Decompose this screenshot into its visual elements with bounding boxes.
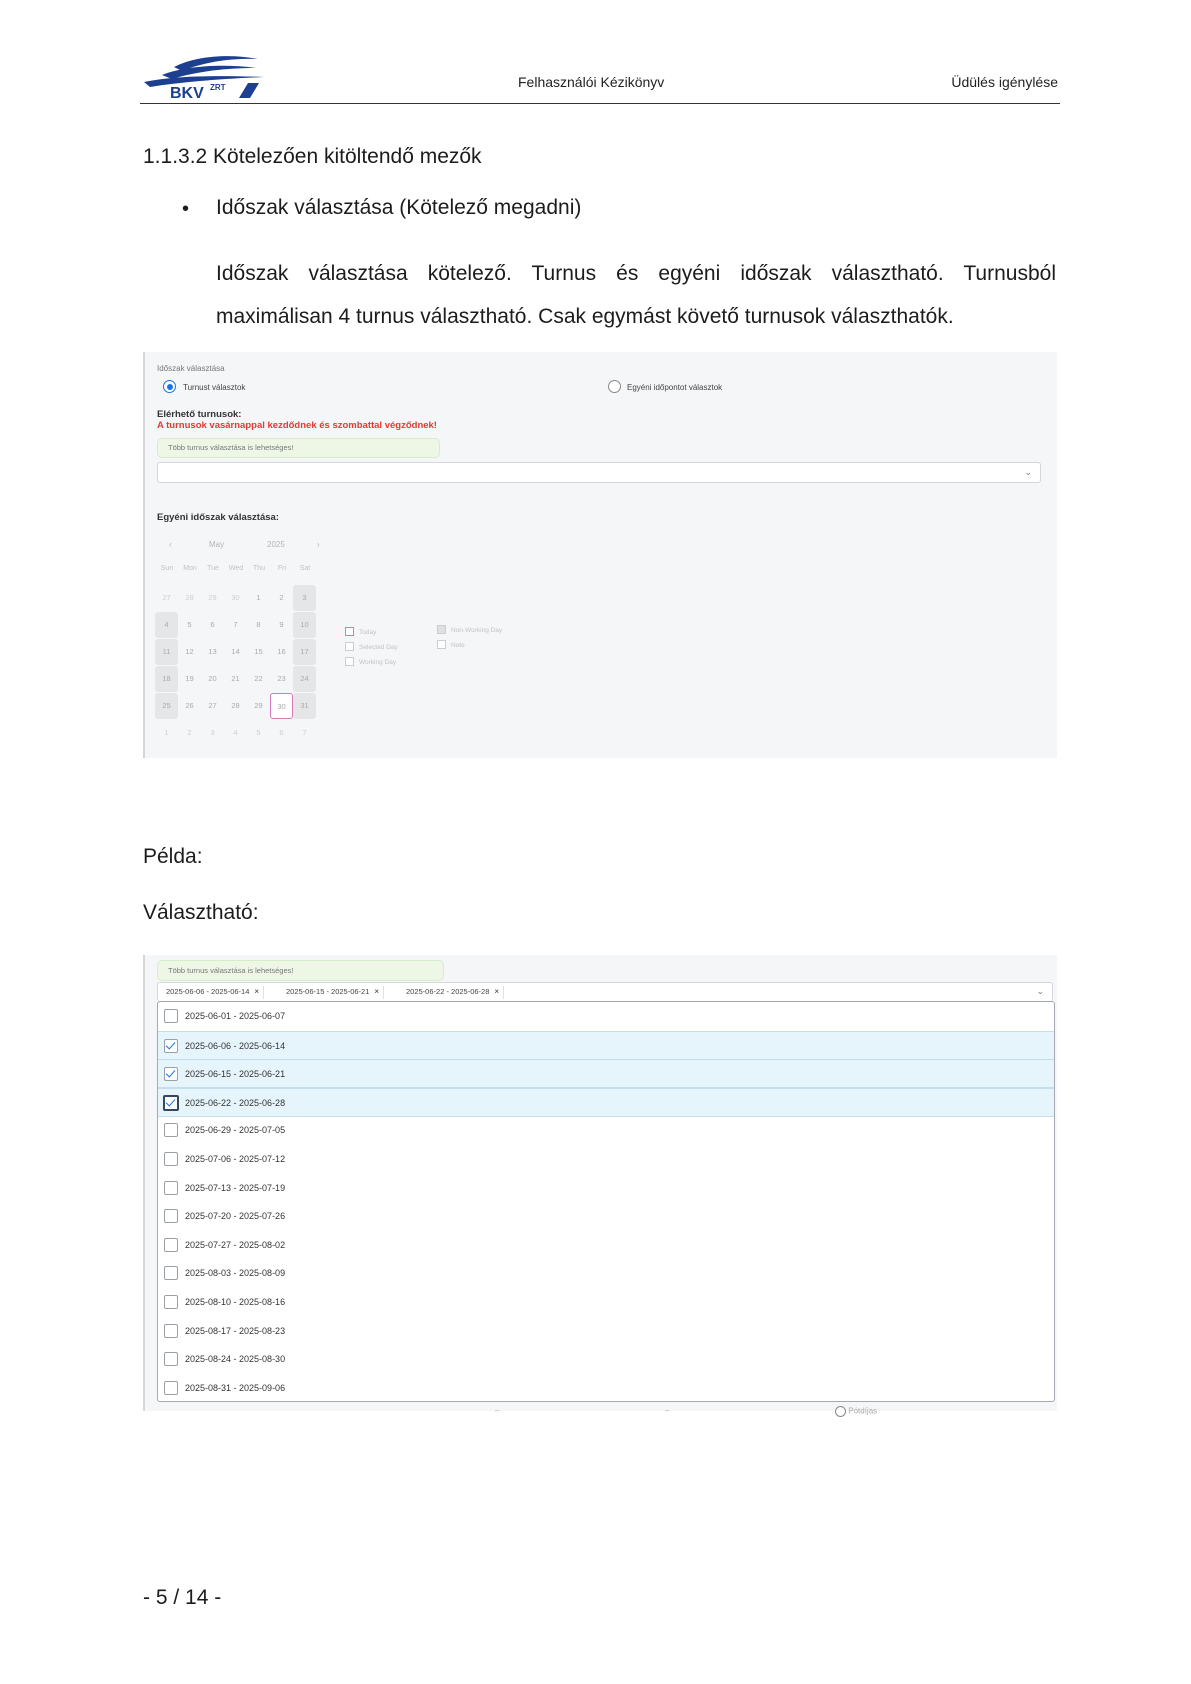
calendar-month[interactable]: May [209,540,225,549]
calendar-day[interactable]: 22 [254,674,263,683]
calendar-day[interactable]: 21 [231,674,240,683]
turnus-radio[interactable] [163,380,176,393]
legend-selected-label: Selected Day [359,644,398,651]
calendar-weekday: Mon [183,565,197,572]
turn-option[interactable] [158,1231,1054,1260]
calendar-day[interactable]: 30 [270,693,293,719]
turn-option-label: 2025-06-15 - 2025-06-21 [185,1069,286,1080]
calendar-day[interactable]: 8 [256,620,261,629]
custom-period-radio-label[interactable]: Egyéni időpontot választok [627,383,723,392]
calendar-day[interactable]: 6 [279,728,284,737]
calendar-day[interactable]: 4 [155,612,178,638]
turns-multiselect[interactable] [157,982,1053,1001]
background-fragment [835,1406,877,1417]
calendar-day[interactable]: 3 [210,728,215,737]
turn-option[interactable] [158,1088,1054,1117]
calendar-day[interactable]: 28 [231,701,240,710]
calendar-day[interactable]: 6 [210,620,215,629]
turn-option[interactable] [158,1174,1054,1203]
header-right-title: Üdülés igénylése [951,74,1058,90]
turn-option[interactable] [158,1317,1054,1346]
legend-working-swatch [345,657,354,666]
turn-options-list [157,1001,1055,1402]
logo-text: BKV [170,85,204,102]
legend-nonworking-label: Non-Working Day [451,627,503,634]
chevron-down-icon[interactable]: ⌄ [1036,986,1044,996]
turns-warning-text: A turnusok vasárnappal kezdődnek és szombattal végződnek! [157,420,437,431]
calendar-weekday: Thu [252,565,266,572]
multi-select-hint: Több turnus választása is lehetséges! [157,438,440,458]
turn-option-label: 2025-06-29 - 2025-07-05 [185,1125,286,1136]
background-fragment: – [495,1406,500,1415]
logo-superscript: ZRT [210,83,226,92]
calendar-weekday: Tue [207,565,219,572]
legend-selected-swatch [345,642,354,651]
page-header [140,50,1060,104]
turn-checkbox[interactable] [164,1295,178,1309]
check-icon [166,1039,176,1049]
turn-option[interactable] [158,1288,1054,1317]
calendar-year[interactable]: 2025 [267,540,285,549]
calendar-day[interactable]: 7 [233,620,238,629]
turn-option[interactable] [158,1002,1054,1031]
calendar-day[interactable]: 4 [233,728,238,737]
calendar-day[interactable]: 2 [187,728,192,737]
chip-label: 2025-06-22 - 2025-06-28 [406,987,490,996]
selected-turn-chip[interactable] [162,986,264,999]
turn-option[interactable] [158,1059,1054,1088]
calendar-day[interactable]: 12 [185,647,194,656]
turns-select[interactable] [157,462,1041,483]
calendar-day[interactable]: 2 [279,593,284,602]
calendar-prev-icon[interactable]: ‹ [169,540,172,549]
calendar-day[interactable]: 19 [185,674,194,683]
turn-checkbox[interactable] [164,1181,178,1195]
period-section-title: Időszak választása [157,364,225,373]
custom-period-label: Egyéni időszak választása: [157,512,279,523]
section-heading: 1.1.3.2 Kötelezően kitöltendő mezők [143,145,482,168]
calendar-next-icon[interactable]: › [317,540,320,549]
turn-option-label: 2025-08-31 - 2025-09-06 [185,1382,286,1393]
check-icon [166,1096,176,1106]
turn-option[interactable] [158,1259,1054,1288]
calendar-day[interactable]: 31 [293,693,316,719]
turnus-radio-label[interactable]: Turnust választok [183,383,246,392]
legend-today-swatch [345,627,354,636]
chevron-down-icon[interactable]: ⌄ [1024,467,1032,477]
example-label: Példa: [143,845,203,868]
turn-checkbox[interactable] [164,1152,178,1166]
calendar-day[interactable]: 17 [293,639,316,665]
chip-label: 2025-06-15 - 2025-06-21 [286,987,370,996]
turn-checkbox[interactable] [164,1009,178,1023]
calendar-day[interactable]: 24 [293,666,316,692]
calendar-day[interactable]: 29 [208,593,217,602]
selected-turn-chip[interactable] [402,986,504,999]
calendar-day[interactable]: 26 [185,701,194,710]
calendar-day[interactable]: 5 [256,728,261,737]
turn-checkbox[interactable] [164,1352,178,1366]
turn-option-label: 2025-07-27 - 2025-08-02 [185,1239,286,1250]
calendar-day[interactable]: 29 [254,701,263,710]
multi-select-hint: Több turnus választása is lehetséges! [157,960,444,981]
turn-checkbox[interactable] [164,1266,178,1280]
turn-option-label: 2025-08-24 - 2025-08-30 [185,1354,286,1365]
calendar-day[interactable]: 18 [155,666,178,692]
close-icon[interactable]: × [254,987,260,996]
radio-icon [835,1406,846,1417]
turn-checkbox[interactable] [164,1238,178,1252]
chip-label: 2025-06-06 - 2025-06-14 [166,987,250,996]
turn-checkbox[interactable] [164,1209,178,1223]
selectable-label: Választható: [143,901,259,924]
turn-option-label: 2025-06-22 - 2025-06-28 [185,1097,286,1108]
body-paragraph: Időszak választása kötelező. Turnus és egyéni időszak választható. Turnusból maximálisan 4 turnus választható. Csak egymást követő turnusok választhatók. [216,262,1056,328]
calendar-weekday: Fri [277,565,287,572]
calendar-day[interactable]: 3 [293,585,316,611]
calendar-day[interactable]: 25 [155,693,178,719]
calendar-day[interactable]: 28 [185,593,194,602]
turn-dropdown-screenshot [143,955,1057,1416]
close-icon[interactable]: × [494,987,500,996]
turn-checkbox[interactable] [163,1095,179,1111]
turn-checkbox[interactable] [164,1381,178,1395]
turn-option-label: 2025-08-17 - 2025-08-23 [185,1325,286,1336]
page-number: - 5 / 14 - [143,1586,222,1609]
turn-option[interactable] [158,1031,1054,1060]
calendar-day[interactable]: 16 [277,647,286,656]
turn-checkbox[interactable] [164,1123,178,1137]
calendar-day[interactable]: 7 [302,728,307,737]
calendar-day[interactable]: 20 [208,674,217,683]
check-icon [166,1068,176,1078]
turn-option-label: 2025-07-20 - 2025-07-26 [185,1211,286,1222]
turn-checkbox[interactable] [164,1039,178,1053]
legend-working-label: Working Day [359,659,397,666]
turn-option-label: 2025-07-06 - 2025-07-12 [185,1154,286,1164]
calendar-day[interactable]: 13 [208,647,217,656]
calendar-weekday: Wed [228,565,244,572]
calendar-day[interactable]: 14 [231,647,240,656]
turn-option-label: 2025-06-06 - 2025-06-14 [185,1040,286,1051]
turn-option-label: 2025-08-03 - 2025-08-09 [185,1268,286,1279]
background-fragment-label: Pótdíjas [848,1406,878,1416]
calendar-weekday: Sun [160,565,174,572]
legend-nonworking-swatch [437,625,446,634]
calendar-day[interactable]: 11 [155,639,178,665]
calendar-day[interactable]: 15 [254,647,263,656]
turn-option[interactable] [158,1202,1054,1231]
turn-checkbox[interactable] [164,1067,178,1081]
calendar-day[interactable]: 27 [208,701,217,710]
turn-option[interactable] [158,1345,1054,1374]
turn-option[interactable] [158,1116,1054,1145]
calendar-day[interactable]: 9 [279,620,284,629]
bkv-logo [140,52,272,100]
legend-note-swatch [437,640,446,649]
calendar-day[interactable]: 10 [293,612,316,638]
close-icon[interactable]: × [374,987,380,996]
custom-period-radio[interactable] [608,380,621,393]
calendar-day[interactable]: 5 [187,620,192,629]
calendar-day[interactable]: 1 [164,728,169,737]
bullet-text: Időszak választása (Kötelező megadni) [216,196,582,219]
turn-option[interactable] [158,1374,1054,1403]
background-fragment: – [665,1406,670,1415]
calendar-day[interactable]: 27 [162,593,171,602]
legend-today-label: Today [359,629,377,636]
legend-note-label: Note [451,642,465,649]
calendar-weekday: Sat [299,565,311,572]
period-selection-screenshot [143,352,1057,758]
header-center-title: Felhasználói Kézikönyv [518,74,665,90]
available-turns-label: Elérhető turnusok: [157,409,242,420]
calendar-day[interactable]: 30 [231,593,240,602]
turn-option-label: 2025-08-10 - 2025-08-16 [185,1297,286,1307]
selected-turn-chip[interactable] [282,986,384,999]
calendar-day[interactable]: 23 [277,674,286,683]
bullet-marker: • [182,198,190,220]
calendar-day[interactable]: 1 [256,593,261,602]
turn-option-label: 2025-07-13 - 2025-07-19 [185,1182,286,1193]
turn-option[interactable] [158,1145,1054,1174]
turn-checkbox[interactable] [164,1324,178,1338]
turn-option-label: 2025-06-01 - 2025-06-07 [185,1011,286,1021]
